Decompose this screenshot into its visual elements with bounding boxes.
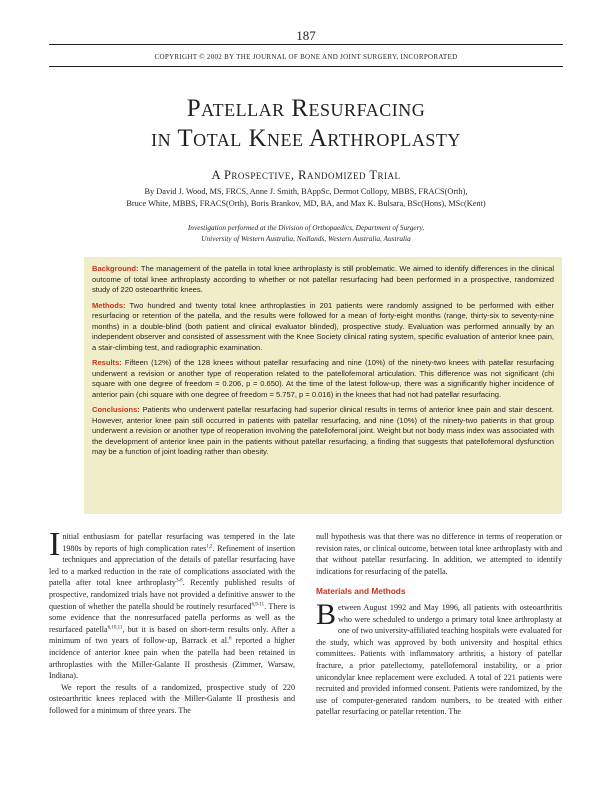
affiliation-line-2: University of Western Australia, Nedlands, Western Australia, Australia: [201, 234, 411, 243]
intro-paragraph-3: null hypothesis was that there was no difference in terms of reoperation or revision rates, or clinical outcome, between total knee arthroplasty with and that without patellar resurfacing. In addition, we attempted to identify indications for resurfacing of the patella.: [316, 532, 562, 576]
abstract-results-text: Fifteen (12%) of the 128 knees without patellar resurfacing and nine (10%) of the ninety-two knees with patellar resurfacing underwent a revision or another type of reoperation related to the patellofemoral articulation. This difference was not significant (chi square with one degree of freedom = 0.206, p = 0.650). At the time of the latest follow-up, there was a significantly higher incidence of anterior pain (chi square with one degree of freedom = 5.757, p = 0.016) in the knees that had not had patellar resurfacing.: [92, 358, 554, 399]
intro-dropcap: I: [49, 526, 61, 563]
intro-paragraph-1: [49, 526, 295, 682]
article-subtitle: A Prospective, Randomized Trial: [211, 168, 401, 182]
page-number: 187: [296, 28, 316, 43]
methods-dropcap: B: [316, 597, 337, 631]
copyright-line: COPYRIGHT © 2002 BY THE JOURNAL OF BONE AND JOINT SURGERY, INCORPORATED: [154, 53, 458, 61]
abstract-conclusions-text: Patients who underwent patellar resurfacing had superior clinical results in terms of anterior knee pain and stair descent. However, anterior knee pain still occurred in patients with patellar resurfacing, and nine (10%) of the ninety-two patients in that group underwent a revision or another type of reoperation involving the patellofemoral joint. Weight but not body mass index was associated with the development of anterior knee pain in the patients without patellar resurfacing, a finding that suggests that patellofemoral dysfunction may be a function of joint loading rather than obesity.: [92, 405, 554, 456]
citation-ref: 6: [229, 636, 232, 642]
title-line-1: Patellar Resurfacing: [186, 95, 426, 122]
abstract-methods: [92, 301, 554, 354]
article-title: [0, 94, 612, 154]
header-rule-bottom: [49, 66, 563, 67]
intro-text-a: nitial enthusiasm for patellar resurfacing was tempered in the late 1980s by reports of high complication rates: [62, 532, 295, 553]
intro-text-c: . Recently published results of prospective, randomized trials have not provided a definitive answer to the question of whether the patella should be routinely resurfaced: [49, 578, 295, 611]
citation-ref: 1,2: [206, 543, 213, 549]
citation-ref: 3-8: [175, 578, 183, 584]
citation-ref: 6,9-11: [251, 601, 265, 607]
intro-text-e: , but it is based on short-term results only. After a minimum of two years of follow-up, Barrack et al.: [49, 624, 295, 646]
body-column-left: [49, 526, 295, 717]
abstract-content: [92, 264, 554, 463]
abstract-methods-label: Methods:: [92, 300, 126, 310]
title-line-2: in Total Knee Arthroplasty: [151, 125, 461, 152]
intro-paragraph-2: We report the results of a randomized, prospective study of 220 osteoarthritic knees replaced with the Miller-Galante II prosthesis and followed for a minimum of three years. The: [49, 682, 295, 715]
author-list: [60, 186, 552, 210]
abstract-results: [92, 358, 554, 400]
abstract-methods-text: Two hundred and twenty total knee arthroplasties in 201 patients were randomly assigned to be performed with either resurfacing or retention of the patella, and the results were followed for a mean of forty-eight months (range, thirty-six to seventy-nine months) in a double-blind (both patient and clinical evaluator blinded), prospective study. Evaluation was performed annually by an independent observer and consisted of assessment with the Knee Society clinical rating system, specific evaluation of anterior knee pain, a stair-climbing test, and radiographic examination.: [92, 300, 555, 352]
methods-paragraph-1: [316, 597, 562, 718]
abstract-results-label: Results:: [92, 358, 122, 367]
section-heading-methods: Materials and Methods: [316, 586, 406, 597]
abstract-conclusions: [92, 405, 554, 458]
abstract-background-text: The management of the patella in total knee arthroplasty is still problematic. We aimed to identify differences in the clinical outcome of total knee arthroplasty according to whether or not patellar resurfacing had been performed in a prospective, randomized study of 220 osteoarthritic knees.: [92, 264, 555, 294]
abstract-box: [84, 257, 562, 514]
abstract-background: [92, 264, 554, 296]
citation-ref: 6,10,11: [107, 625, 123, 631]
methods-text: etween August 1992 and May 1996, all patients with osteoarthritis who were scheduled to undergo a primary total knee arthroplasty at one of two university-affiliated teaching hospitals were evaluated for the study, which was approved by both university and hospital ethics committees. Patients with inflammatory arthritis, a history of patellar fracture, a prior patellectomy, patellofemoral instability, or a prior unicondylar knee replacement were excluded. A total of 221 patients were recruited and provided informed consent. Patients were randomized, by the use of computer-generated random numbers, to be treated with either patellar resurfacing or patellar retention. The: [316, 602, 562, 717]
affiliation-line-1: Investigation performed at the Division of Orthopaedics, Department of Surgery,: [187, 223, 425, 232]
authors-line-1: By David J. Wood, MS, FRCS, Anne J. Smith, BAppSc, Dermot Collopy, MBBS, FRACS(Orth),: [144, 187, 468, 196]
affiliation: [0, 222, 612, 244]
body-column-right: [316, 531, 562, 718]
intro-text-f: reported a higher incidence of anterior knee pain when the patella had been retained in arthroplasties with the Miller-Galante II prosthesis (Zimmer, Warsaw, Indiana).: [49, 636, 295, 681]
intro-text-b: . Refinement of insertion techniques and appreciation of the details of patellar resurfacing have led to a marked reduction in the rate of complications associated with the patella after total knee arthroplasty: [49, 543, 295, 588]
authors-line-2: Bruce White, MBBS, FRACS(Orth), Boris Brankov, MD, BA, and Max K. Bulsara, BSc(Hons), MSc(Kent): [126, 199, 486, 208]
abstract-background-label: Background:: [92, 264, 139, 273]
header-rule-top: [49, 44, 563, 45]
abstract-conclusions-label: Conclusions:: [92, 405, 140, 414]
intro-text-d: . There is some evidence that the nonresurfaced patella performs as well as the resurfaced patella: [49, 601, 295, 634]
